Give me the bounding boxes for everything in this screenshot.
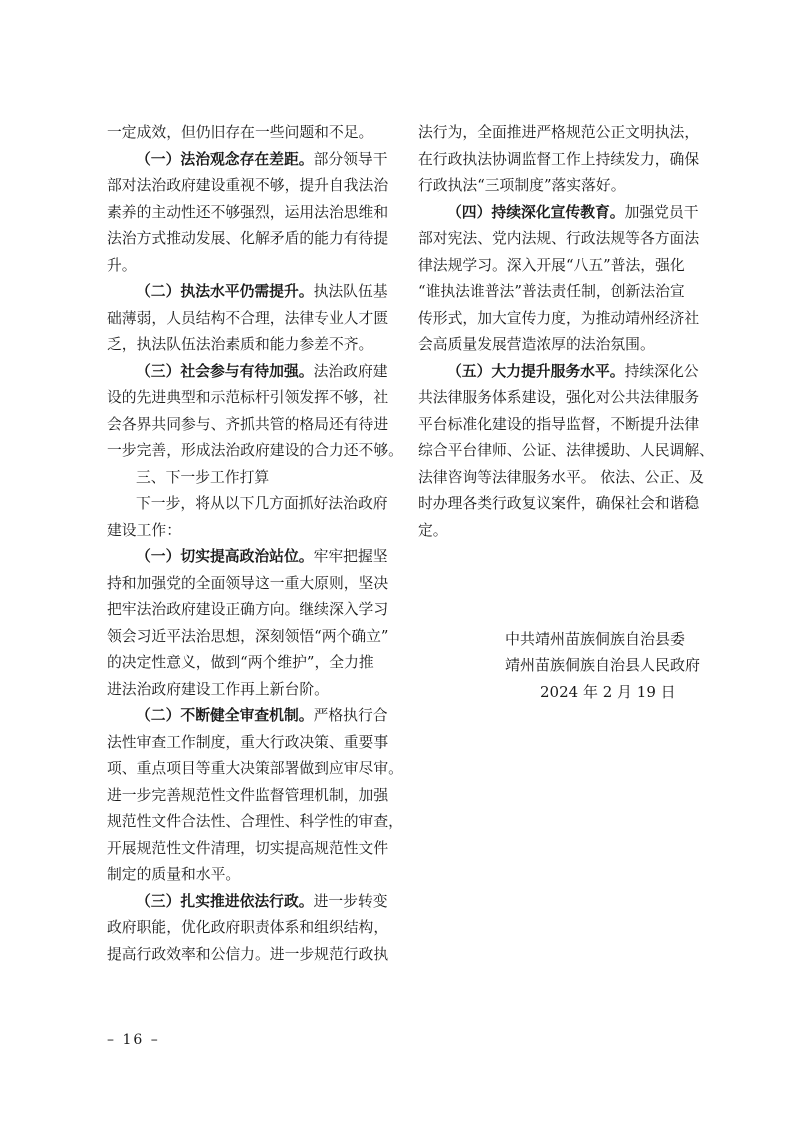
section-heading: （三）社会参与有待加强。 xyxy=(136,362,314,380)
text-line xyxy=(107,597,389,624)
text-line xyxy=(107,412,389,439)
text-line xyxy=(107,332,386,359)
line-text: 规范性文件合法性、合理性、科学性的审查， xyxy=(107,813,403,830)
text-line xyxy=(107,915,389,942)
text-line xyxy=(418,279,697,306)
text-line xyxy=(107,359,386,386)
line-text: 法治方式推动发展、化解矛盾的能力有待提 xyxy=(107,230,389,247)
line-text: 持续深化公 xyxy=(624,362,699,380)
line-text: 行政执法“三项制度”落实落好。 xyxy=(418,177,626,194)
line-text: 乏，执法队伍法治素质和能力参差不齐。 xyxy=(107,336,374,353)
text-line xyxy=(107,809,403,836)
line-text: 的决定性意义，做到“两个维护”，全力推 xyxy=(107,654,374,671)
line-text: 律法规学习。深入开展“八五”普法，强化 xyxy=(418,256,685,274)
text-line xyxy=(418,200,697,227)
text-line xyxy=(107,677,386,704)
text-line xyxy=(418,359,697,386)
text-line xyxy=(418,226,700,253)
page-number: – 16 – xyxy=(107,1032,160,1048)
line-text: 进一步完善规范性文件监督管理机制，加强 xyxy=(107,786,389,804)
text-line xyxy=(107,200,389,227)
text-line xyxy=(418,491,700,518)
line-text: 素养的主动性还不够强烈，运用法治思维和 xyxy=(107,203,389,221)
line-text: 三、下一步工作打算 xyxy=(136,468,270,486)
text-line xyxy=(107,518,386,545)
line-text: 定。 xyxy=(418,521,448,539)
text-line xyxy=(418,120,700,147)
section-heading: （二）不断健全审查机制。 xyxy=(136,707,314,724)
text-line xyxy=(418,306,700,333)
text-line xyxy=(107,942,389,969)
line-text: 部对法治政府建设重视不够，提升自我法治 xyxy=(107,177,389,194)
text-line xyxy=(107,147,386,174)
line-text: 会各界共同参与、齐抓共管的格局还有待进 xyxy=(107,415,389,433)
right-column xyxy=(418,120,714,544)
text-line xyxy=(107,544,386,571)
text-line xyxy=(107,226,389,253)
text-line xyxy=(107,889,386,916)
line-text: 进一步转变 xyxy=(313,892,388,910)
text-line xyxy=(107,703,386,730)
text-line xyxy=(107,862,386,889)
line-text: 一定成效，但仍旧存在一些问题和不足。 xyxy=(107,124,374,141)
line-text: 项、重点项目等重大决策部署做到应审尽审。 xyxy=(107,760,403,777)
text-line xyxy=(107,650,386,677)
section-heading: （五）大力提升服务水平。 xyxy=(447,362,625,380)
section-heading: （二）执法水平仍需提升。 xyxy=(136,283,314,300)
line-text: 设的先进典型和示范标杆引领发挥不够，社 xyxy=(107,389,389,406)
line-text: 领会习近平法治思想，深刻领悟“两个确立” xyxy=(107,627,389,645)
line-text: 执法队伍基 xyxy=(313,283,388,300)
signature-org-government: 靖州苗族侗族自治县人民政府 xyxy=(505,656,701,674)
line-text: “谁执法谁普法”普法责任制，创新法治宣 xyxy=(418,283,685,300)
line-text: 下一步，将从以下几方面抓好法治政府 xyxy=(136,495,388,512)
text-line xyxy=(107,730,389,757)
text-line xyxy=(107,491,386,518)
text-line xyxy=(107,385,389,412)
line-text: 部分领导干 xyxy=(313,150,388,168)
line-text: 加强党员干 xyxy=(624,203,699,221)
text-line xyxy=(418,465,704,492)
text-line xyxy=(418,412,700,439)
line-text: 综合平台律师、公证、法律援助、人民调解、 xyxy=(418,442,714,459)
line-text: 法行为，全面推进严格规范公正文明执法， xyxy=(418,124,700,141)
text-line xyxy=(107,253,386,280)
line-text: 政府职能，优化政府职责体系和组织结构， xyxy=(107,919,389,936)
line-text: 时办理各类行政复议案件，确保社会和谐稳 xyxy=(418,495,700,512)
line-text: 进法治政府建设工作再上新台阶。 xyxy=(107,680,329,698)
line-text: 一步完善，形成法治政府建设的合力还不够。 xyxy=(107,442,403,459)
line-text: 牢牢把握坚 xyxy=(313,548,388,565)
line-text: 共法律服务体系建设，强化对公共法律服务 xyxy=(418,389,700,406)
line-text: 制定的质量和水平。 xyxy=(107,866,241,883)
line-text: 严格执行合 xyxy=(313,707,388,724)
line-text: 持和加强党的全面领导这一重大原则，坚决 xyxy=(107,574,389,592)
text-line xyxy=(418,147,700,174)
line-text: 传形式，加大宣传力度，为推动靖州经济社 xyxy=(418,309,700,327)
text-line xyxy=(107,571,389,598)
line-text: 部对宪法、党内法规、行政法规等各方面法 xyxy=(418,230,700,247)
text-line xyxy=(107,120,386,147)
left-column xyxy=(107,120,403,968)
text-line xyxy=(107,783,389,810)
section-heading: （一）切实提高政治站位。 xyxy=(136,548,314,565)
line-text: 提高行政效率和公信力。进一步规范行政执 xyxy=(107,945,389,963)
section-heading: （四）持续深化宣传教育。 xyxy=(447,203,625,221)
line-text: 会高质量发展营造浓厚的法治氛围。 xyxy=(418,336,655,353)
section-heading: （一）法治观念存在差距。 xyxy=(136,150,314,168)
text-line xyxy=(107,279,386,306)
text-line xyxy=(418,385,700,412)
text-line xyxy=(418,173,697,200)
text-line xyxy=(107,465,386,492)
line-text: 开展规范性文件清理，切实提高规范性文件 xyxy=(107,839,389,857)
section-heading: （三）扎实推进依法行政。 xyxy=(136,892,314,910)
text-line xyxy=(418,518,697,545)
signature-org-party-committee: 中共靖州苗族侗族自治县委 xyxy=(505,630,686,648)
text-line xyxy=(418,332,697,359)
text-line xyxy=(107,173,389,200)
line-text: 法律咨询等法律服务水平。 依法、公正、及 xyxy=(418,468,704,486)
line-text: 在行政执法协调监督工作上持续发力，确保 xyxy=(418,150,700,168)
text-line xyxy=(107,836,389,863)
text-line xyxy=(107,306,389,333)
text-line xyxy=(107,438,403,465)
line-text: 把牢法治政府建设正确方向。继续深入学习 xyxy=(107,601,389,618)
line-text: 法性审查工作制度，重大行政决策、重要事 xyxy=(107,733,389,751)
text-line xyxy=(107,756,403,783)
signature-date: 2024 年 2 月 19 日 xyxy=(540,683,676,701)
line-text: 建设工作： xyxy=(107,521,181,539)
line-text: 升。 xyxy=(107,256,137,274)
text-line xyxy=(418,438,714,465)
text-line xyxy=(107,624,389,651)
line-text: 础薄弱，人员结构不合理，法律专业人才匮 xyxy=(107,309,389,327)
text-line xyxy=(418,253,697,280)
line-text: 平台标准化建设的指导监督，不断提升法律 xyxy=(418,415,700,433)
line-text: 法治政府建 xyxy=(313,362,388,380)
